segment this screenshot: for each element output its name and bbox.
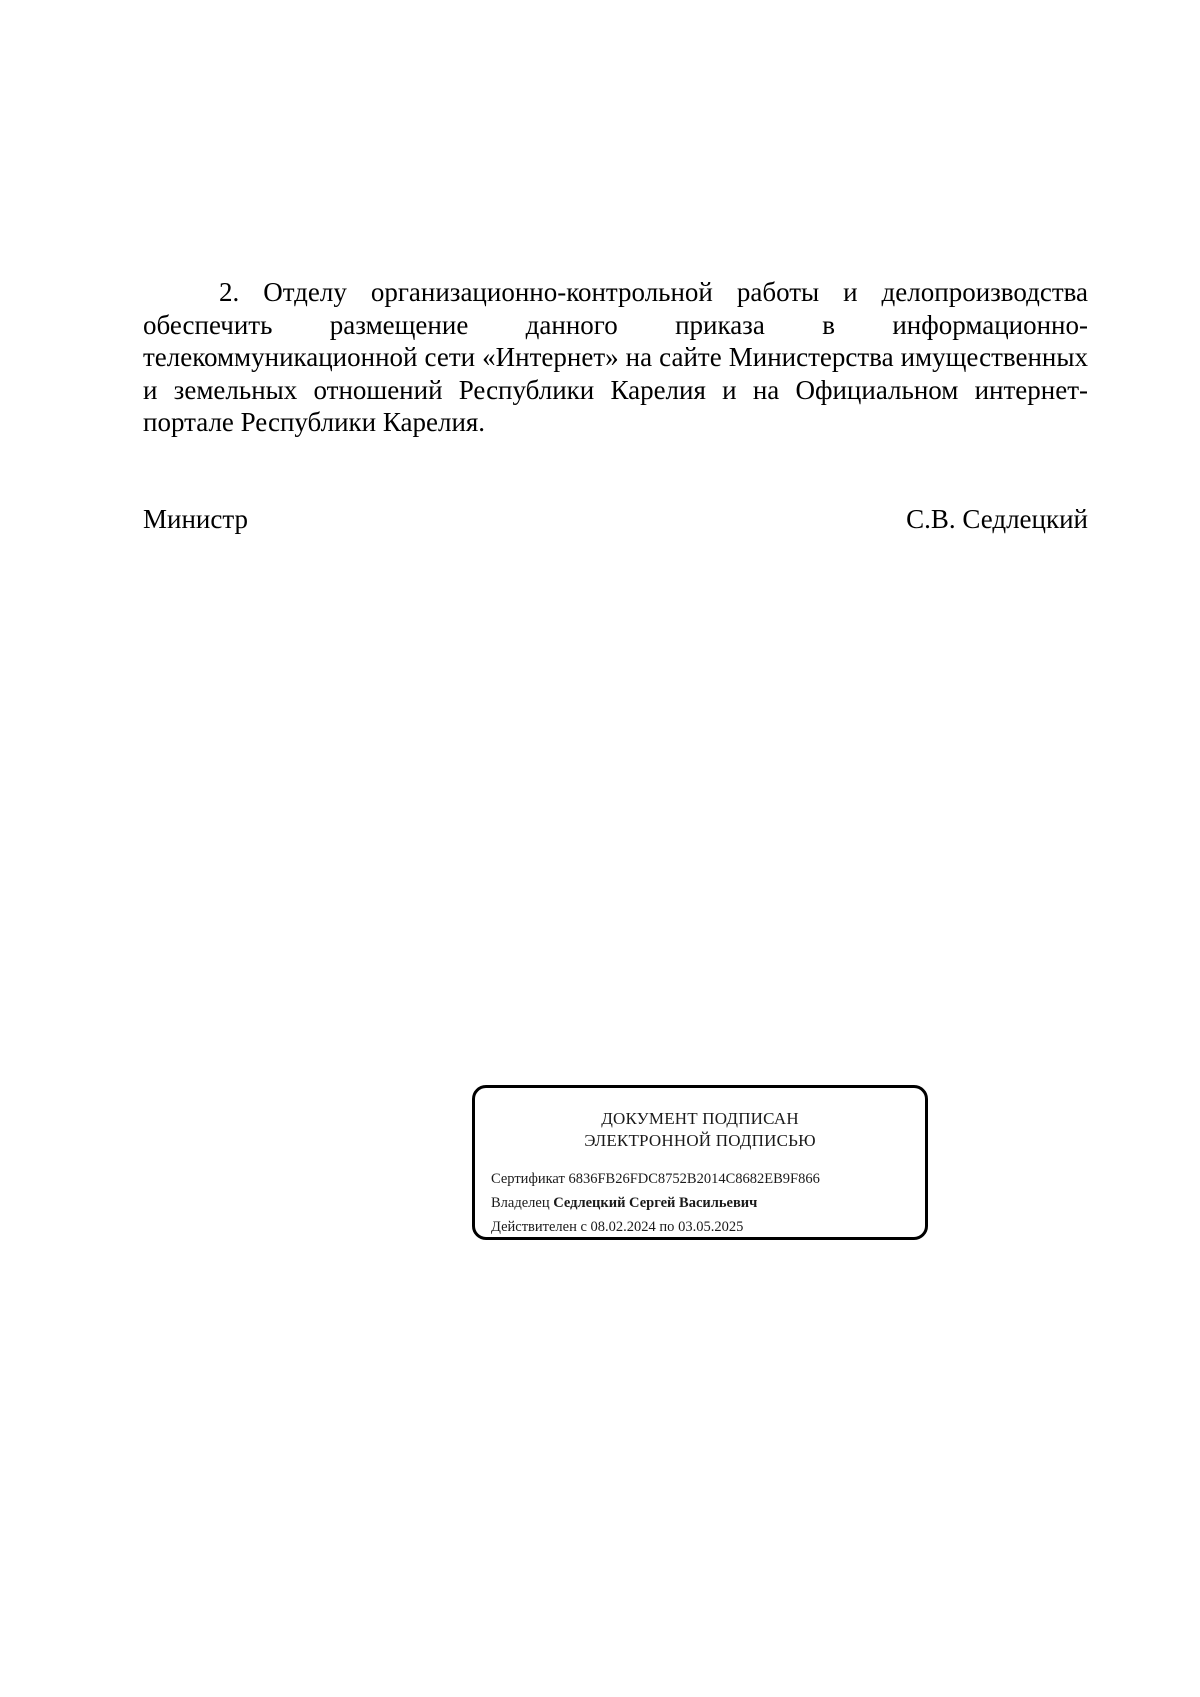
valid-from: 08.02.2024 (590, 1219, 656, 1235)
signatory-position: Министр (143, 504, 248, 534)
signature-line (143, 503, 1088, 535)
valid-label: Действителен с (491, 1219, 587, 1235)
electronic-signature-stamp (472, 1085, 928, 1240)
certificate-label: Сертификат (491, 1171, 565, 1187)
stamp-certificate-row (491, 1167, 820, 1191)
stamp-heading (475, 1108, 925, 1152)
valid-to-label: по (659, 1219, 675, 1235)
stamp-heading-line-2: ЭЛЕКТРОННОЙ ПОДПИСЬЮ (584, 1131, 816, 1150)
certificate-value: 6836FB26FDC8752B2014C8682EB9F866 (568, 1171, 820, 1187)
owner-label: Владелец (491, 1195, 550, 1211)
stamp-heading-line-1: ДОКУМЕНТ ПОДПИСАН (601, 1109, 799, 1128)
signatory-name: С.В. Седлецкий (906, 504, 1088, 534)
stamp-details (491, 1167, 820, 1239)
paragraph-item-2: 2. Отделу организационно-контрольной работы и делопроизводства обеспечить размещение данного приказа в информационно-телекоммуникационной сети «Интернет» на сайте Министерства имущественных и земельных отношений Республики Карелия и на Официальном интернет-портале Республики Карелия. (143, 277, 1088, 437)
stamp-owner-row (491, 1191, 820, 1215)
stamp-validity-row (491, 1215, 820, 1239)
valid-to: 03.05.2025 (678, 1219, 744, 1235)
owner-value: Седлецкий Сергей Васильевич (553, 1195, 758, 1211)
